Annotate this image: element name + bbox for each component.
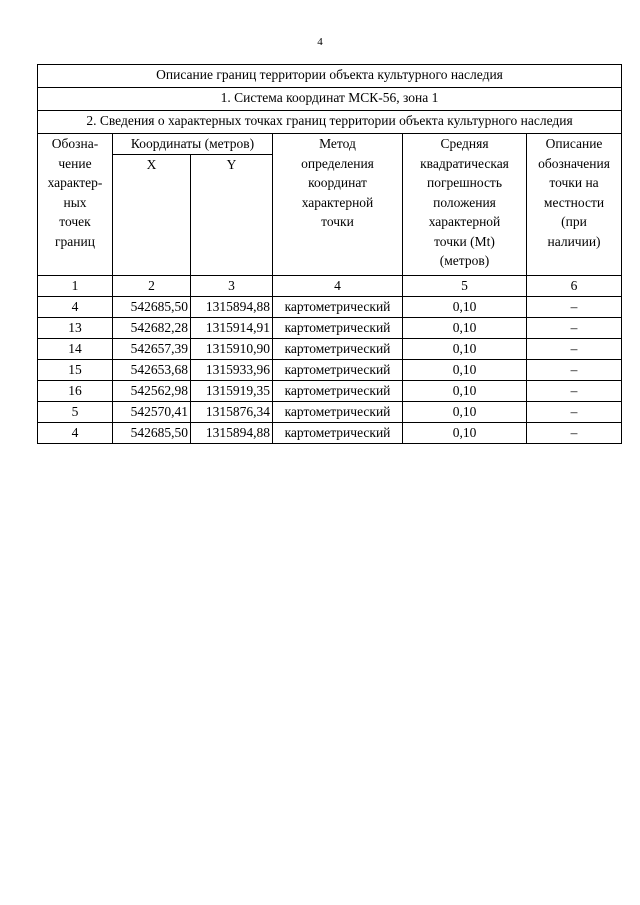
page-number: 4 — [317, 36, 323, 48]
table-title: Описание границ территории объекта культурного наследия — [38, 65, 622, 88]
method-cell: картометрический — [273, 338, 403, 359]
table-row — [38, 317, 622, 338]
desc-cell: – — [527, 359, 622, 380]
y-cell: 1315894,88 — [191, 422, 273, 443]
point-cell: 4 — [38, 422, 113, 443]
table-row — [38, 401, 622, 422]
y-cell: 1315919,35 — [191, 380, 273, 401]
x-cell: 542570,41 — [113, 401, 191, 422]
header-method: Метод определения координат характерной точки — [273, 134, 403, 276]
header-coordinates: Координаты (метров) — [113, 134, 273, 155]
desc-cell: – — [527, 317, 622, 338]
header-error: Средняя квадратическая погрешность положения характерной точки (Mt) (метров) — [403, 134, 527, 276]
error-cell: 0,10 — [403, 359, 527, 380]
x-cell: 542562,98 — [113, 380, 191, 401]
method-cell: картометрический — [273, 401, 403, 422]
method-cell: картометрический — [273, 359, 403, 380]
desc-cell: – — [527, 422, 622, 443]
method-cell: картометрический — [273, 380, 403, 401]
point-cell: 13 — [38, 317, 113, 338]
x-cell: 542685,50 — [113, 296, 191, 317]
y-cell: 1315876,34 — [191, 401, 273, 422]
table-row — [38, 380, 622, 401]
y-cell: 1315933,96 — [191, 359, 273, 380]
y-cell: 1315894,88 — [191, 296, 273, 317]
column-number: 2 — [113, 275, 191, 296]
y-cell: 1315910,90 — [191, 338, 273, 359]
table-row — [38, 422, 622, 443]
column-number: 6 — [527, 275, 622, 296]
desc-cell: – — [527, 338, 622, 359]
table-row — [38, 296, 622, 317]
x-cell: 542685,50 — [113, 422, 191, 443]
point-cell: 5 — [38, 401, 113, 422]
y-cell: 1315914,91 — [191, 317, 273, 338]
method-cell: картометрический — [273, 317, 403, 338]
point-cell: 14 — [38, 338, 113, 359]
desc-cell: – — [527, 380, 622, 401]
error-cell: 0,10 — [403, 296, 527, 317]
point-cell: 4 — [38, 296, 113, 317]
points-info-row: 2. Сведения о характерных точках границ территории объекта культурного наследия — [38, 111, 622, 134]
error-cell: 0,10 — [403, 401, 527, 422]
table-row — [38, 338, 622, 359]
error-cell: 0,10 — [403, 422, 527, 443]
error-cell: 0,10 — [403, 380, 527, 401]
x-cell: 542657,39 — [113, 338, 191, 359]
method-cell: картометрический — [273, 296, 403, 317]
boundary-points-table — [37, 64, 622, 444]
desc-cell: – — [527, 401, 622, 422]
desc-cell: – — [527, 296, 622, 317]
header-x: X — [113, 154, 191, 275]
column-number: 3 — [191, 275, 273, 296]
column-number: 4 — [273, 275, 403, 296]
column-number: 5 — [403, 275, 527, 296]
table-row — [38, 359, 622, 380]
point-cell: 15 — [38, 359, 113, 380]
header-y: Y — [191, 154, 273, 275]
error-cell: 0,10 — [403, 338, 527, 359]
column-number: 1 — [38, 275, 113, 296]
error-cell: 0,10 — [403, 317, 527, 338]
header-description: Описание обозначения точки на местности (при наличии) — [527, 134, 622, 276]
coordinate-system-row: 1. Система координат МСК-56, зона 1 — [38, 88, 622, 111]
header-point: Обозна- чение характер- ных точек границ — [38, 134, 113, 276]
x-cell: 542653,68 — [113, 359, 191, 380]
point-cell: 16 — [38, 380, 113, 401]
x-cell: 542682,28 — [113, 317, 191, 338]
method-cell: картометрический — [273, 422, 403, 443]
